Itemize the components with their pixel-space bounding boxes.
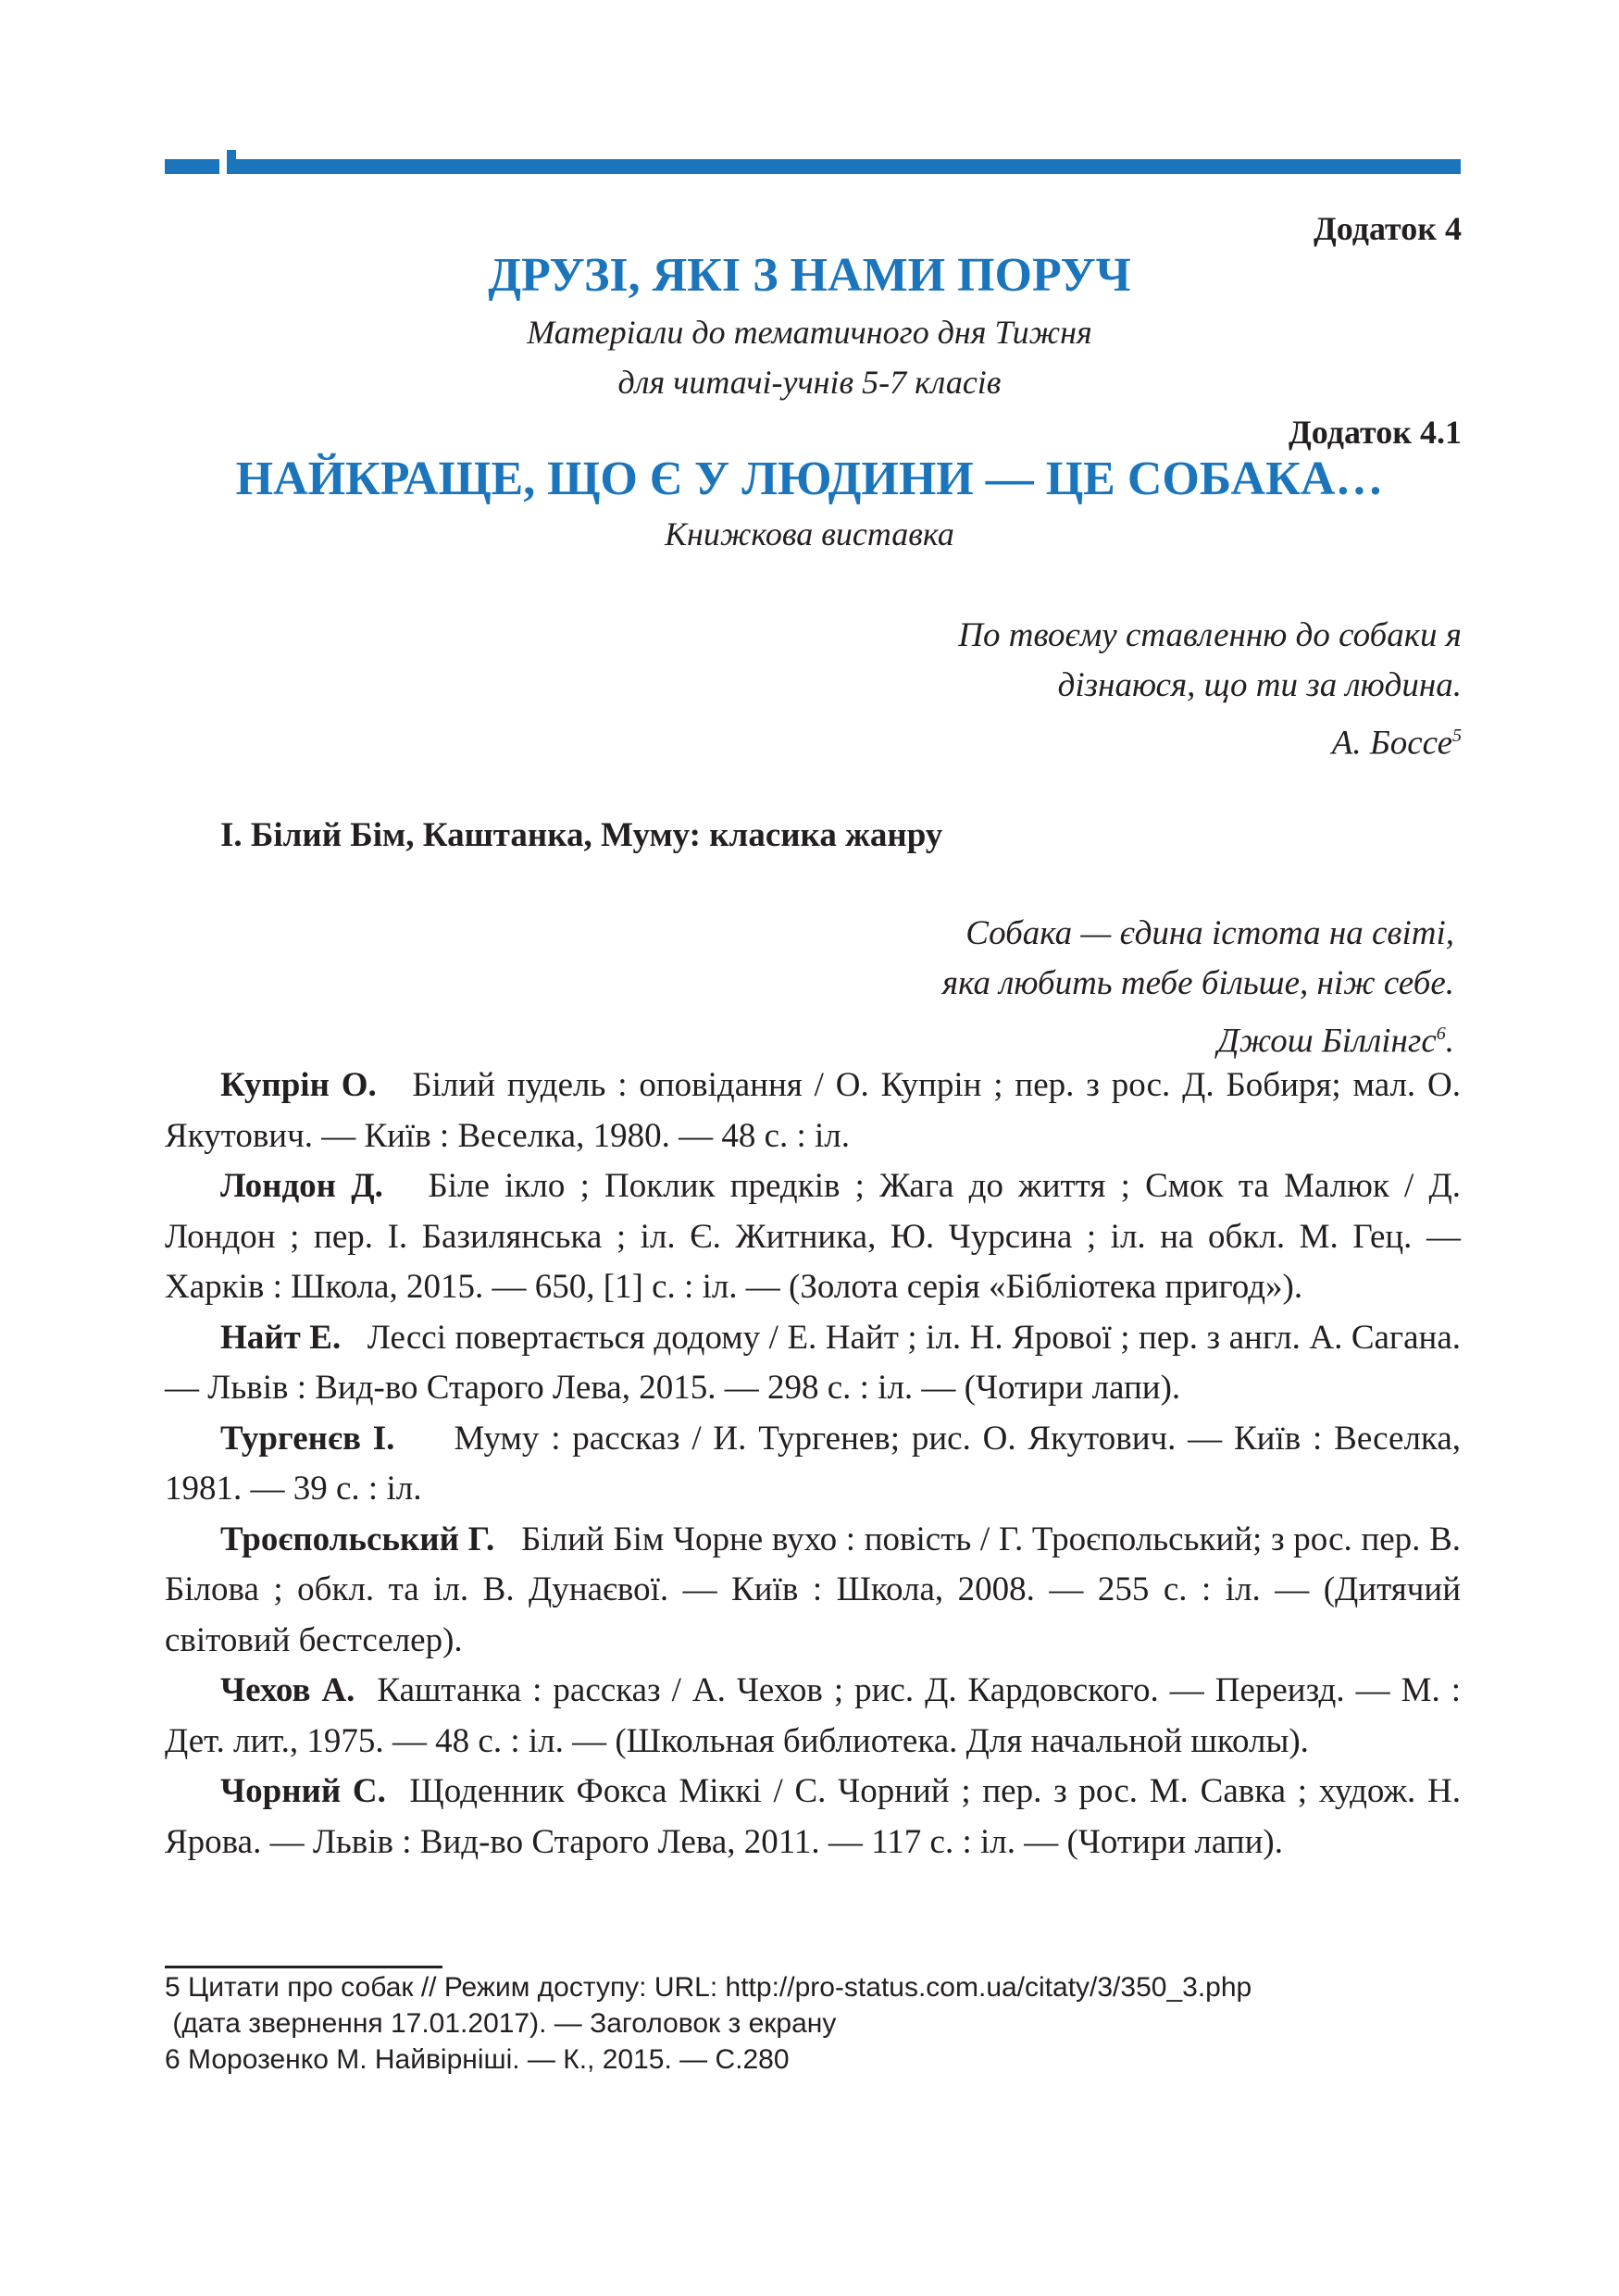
entry-text: Білий пудель : оповідання / О. Купрін ; пер. з рос. Д. Бобиря; мал. О. Якутович. — Київ : Веселка, 1980. — 48 с. : іл. [165, 1066, 1461, 1155]
subtitle-line-1: Матеріали до тематичного дня Тижня [527, 314, 1092, 351]
entry-author: Тургенєв І. [220, 1419, 395, 1458]
section-title: НАЙКРАЩЕ, ЩО Є У ЛЮДИНИ — ЦЕ СОБАКА… [235, 453, 1384, 505]
epigraph-2 [942, 909, 1454, 1066]
footnote-5: 5 Цитати про собак // Режим доступу: URL: http://pro-status.com.ua/citaty/3/350_3.php [165, 1972, 1252, 2003]
epigraph-1-author-line [958, 711, 1462, 768]
entry-text: Щоденник Фокса Міккі / С. Чорний ; пер. з рос. М. Савка ; худож. Н. Ярова. — Львів : Вид-во Старого Лева, 2011. — 117 с. : іл. — (Чотири лапи). [165, 1772, 1461, 1861]
epigraph-1-author: А. Боссе [1331, 724, 1452, 763]
bibliography-entry [165, 1767, 1461, 1868]
epigraph-1-line-2: дізнаюся, що ти за людина. [1057, 666, 1462, 704]
appendix-sub-label: Додаток 4.1 [1289, 414, 1462, 451]
page-title: ДРУЗІ, ЯКІ З НАМИ ПОРУЧ [488, 249, 1131, 302]
epigraph-1-line-1: По твоєму ставленню до собаки я [958, 616, 1462, 654]
entry-author: Лондон Д. [220, 1167, 383, 1205]
entry-author: Купрін О. [220, 1066, 377, 1104]
entry-author: Чехов А. [220, 1671, 355, 1709]
bibliography-entry [165, 1161, 1461, 1313]
subtitle-line-2: для читачі-учнів 5-7 класів [617, 364, 1002, 401]
bibliography-list [165, 1061, 1461, 1868]
footnote-ref-5: 5 [1452, 726, 1462, 746]
bibliography-entry [165, 1313, 1461, 1414]
appendix-label: Додаток 4 [1314, 210, 1462, 247]
bibliography-entry [165, 1666, 1461, 1767]
entry-text: Каштанка : рассказ / А. Чехов ; рис. Д. Кардовского. — Переизд. — М. : Дет. лит., 1975. — 48 с. : іл. — (Школьная библиотека. Для начальной школы). [165, 1671, 1461, 1760]
footnotes [165, 1969, 1461, 2078]
entry-text: Білий Бім Чорне вухо : повість / Г. Троєпольський; з рос. пер. В. Білова ; обкл. та іл. В. Дунаєвої. — Київ : Школа, 2008. — 255 с. : іл. — (Дитячий світовий бестселер). [165, 1520, 1461, 1659]
entry-text: Муму : рассказ / И. Тургенев; рис. О. Якутович. — Київ : Веселка, 1981. — 39 с. : іл. [165, 1419, 1462, 1508]
entry-text: Лессі повертається додому / Е. Найт ; іл. Н. Ярової ; пер. з англ. А. Сагана. — Львів : Вид-во Старого Лева, 2015. — 298 с. : іл. — (Чотири лапи). [165, 1318, 1461, 1407]
footnote-6: 6 Морозенко М. Найвірніші. — К., 2015. — С.280 [165, 2044, 790, 2075]
entry-author: Троєпольський Г. [220, 1520, 495, 1558]
entry-author: Найт Е. [220, 1318, 342, 1357]
entry-text: Біле ікло ; Поклик предків ; Жага до життя ; Смок та Малюк / Д. Лондон ; пер. І. Базилянська ; іл. Є. Житника, Ю. Чурсина ; іл. на обкл. М. Гец. — Харків : Школа, 2015. — 650, [1] с. : іл. — (Золота серія «Бібліотека пригод»). [165, 1167, 1461, 1306]
footnote-5-continued: (дата звернення 17.01.2017). — Заголовок з екрану [165, 2008, 837, 2039]
bibliography-entry [165, 1515, 1461, 1667]
footnote-divider [165, 1966, 442, 1968]
header-bar [165, 159, 1461, 174]
entry-author: Чорний С. [220, 1772, 386, 1810]
epigraph-1 [958, 611, 1462, 768]
exhibition-subtitle: Книжкова виставка [665, 515, 954, 552]
epigraph-2-line-1: Собака — єдина істота на світі, [965, 914, 1454, 952]
section-heading: І. Білий Бім, Каштанка, Муму: класика жанру [220, 816, 943, 854]
bibliography-entry [165, 1061, 1461, 1161]
footnote-ref-6: 6 [1436, 1024, 1446, 1044]
epigraph-2-period: . [1445, 1022, 1454, 1061]
header-bar-notch [227, 150, 236, 163]
bibliography-entry [165, 1414, 1461, 1515]
epigraph-2-author: Джош Біллінгс [1217, 1022, 1437, 1061]
header-bar-gap [219, 155, 227, 178]
epigraph-2-line-2: яка любить тебе більше, ніж себе. [941, 964, 1454, 1002]
epigraph-2-author-line [942, 1009, 1454, 1066]
